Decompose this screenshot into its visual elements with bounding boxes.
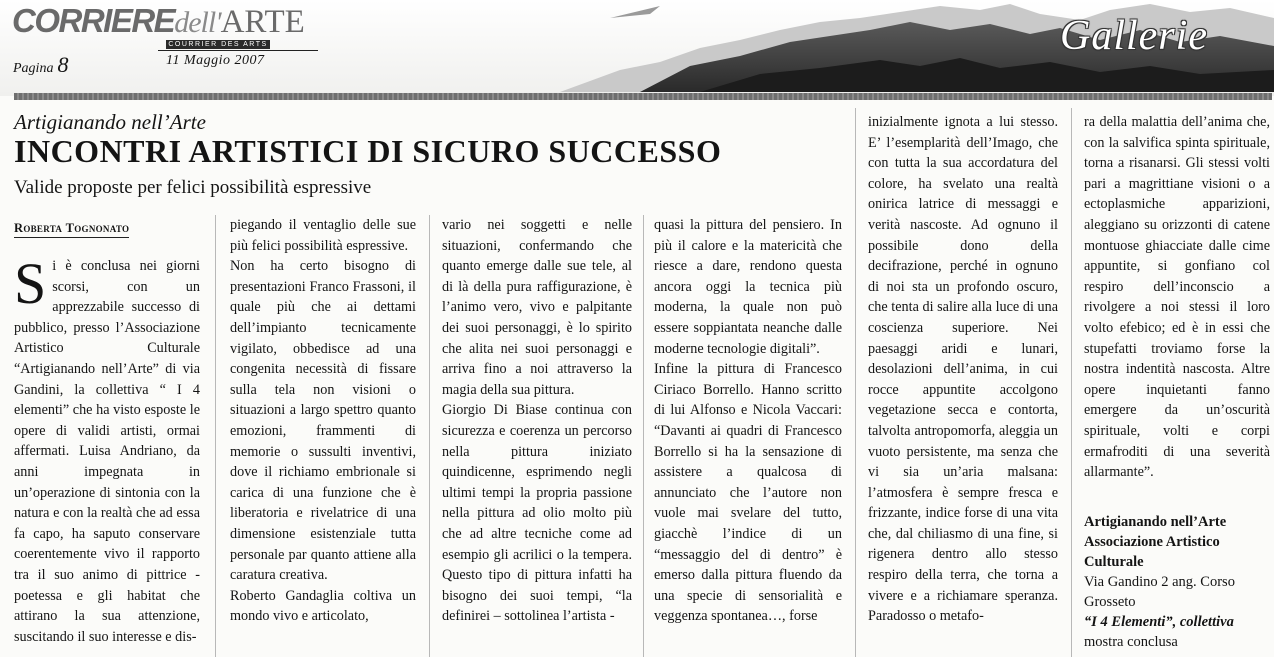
page-number	[13, 52, 68, 78]
info-name: Artigianando nell’Arte	[1084, 514, 1227, 530]
article-column-5	[868, 112, 1058, 627]
paragraph: ra della malattia dell’anima che, con la salvifica spinta spirituale, torna a risanarsi. Gli stessi volti pari a magrittiane visioni o a ectoplasmiche apparizioni, aleggiano su orizzonti di catene montuose ghiacciate dalle cime appuntite, si gonfiano col respiro dell’inconscio a rivolgere a noi stessi il loro volto efebico; ed è in essi che stupefatti troviamo forse la nostra indentità nascosta. Altre opere inquietanti fanno emergere da un’oscurità spirituale, volti e corpi ermafroditi di una severità allarmante”.	[1084, 114, 1270, 481]
column-divider	[855, 108, 856, 657]
paragraph: inizialmente ignota a lui stesso. E’ l’esemplarità dell’Imago, che con tutta la sua accordatura del colore, ha svelato una realtà onirica latrice di messaggi e verità nascoste. Ad ognuno il possibile dono della decifrazione, perché in ognuno di noi sta un profondo oscuro, che tenta di salire alla luce di una coscienza superiore. Nei paesaggi aridi e lunari, desolazioni dell’anima, in cui rocce appuntite accolgono vegetazione secca e contorta, talvolta antropomorfa, aleggia un vuoto persistente, ma senza che vi sia un’aria malsana: l’atmosfera è sempre fresca e frizzante, indice forse di una vita che, dal chiliasmo di una fine, si rigenera dentro allo stesso respiro della terra, che torna a vivere e a richiamare speranza. Paradosso o metafo-	[868, 114, 1058, 625]
paragraph: piegando il ventaglio delle sue più felici possibilità espressive.	[230, 217, 416, 254]
article-byline	[14, 221, 129, 238]
paragraph: Roberto Gandaglia coltiva un mondo vivo e articolato,	[230, 587, 416, 625]
logo-subtitle: COURRIER DES ARTS	[166, 40, 270, 49]
article-subhead: Valide proposte per felici possibilità espressive	[14, 177, 372, 198]
info-status: mostra conclusa	[1084, 634, 1178, 650]
logo-dell: dell'	[174, 6, 221, 39]
info-organization: Associazione Artistico Culturale	[1084, 534, 1220, 570]
paragraph: Giorgio Di Biase continua con sicurezza e coerenza un percorso nella pittura iniziato quindicenne, esprimendo negli ultimi tempi la propria passione nella pittura ad olio molto più che ad altre tecniche come ad esempio gli acrilici o la tempera. Questo tipo di pittura infatti ha bisogno dei suoi tempi, “la definirei – sottolinea l’artista -	[442, 402, 632, 625]
masthead	[0, 0, 1274, 96]
paragraph: vario nei soggetti e nelle situazioni, confermando che quanto emerge dalle sue tele, al di là della pura raffigurazione, è l’animo vero, vivo e palpitante dei suoi personaggi, è lo spirito che alita nei suoi personaggi e arriva fino a noi attraverso la magia della sua pittura.	[442, 217, 632, 398]
logo-arte: ARTE	[220, 4, 305, 40]
article-kicker: Artigianando nell’Arte	[14, 110, 206, 134]
column-text: i è conclusa nei giorni scorsi, con un apprezzabile successo di pubblico, presso l’Associazione Artistico Culturale “Artigianando nell’Arte” di via Gandini, la collettiva “ I 4 elementi” che ha visto esposte le opere di validi artisti, ormai affermati. Luisa Andriano, da anni impegnata in un’operazione di sintonia con la natura e con la realtà che ad essa fa capo, ha saputo conservare coerentemente vivo il rapporto tra il suo animo di pittrice - poetessa e gli habitat che attirano la sua attenzione, suscitando il suo interesse e dis-	[14, 258, 200, 645]
paragraph: Non ha certo bisogno di presentazioni Franco Frassoni, il quale più che ai dettami dell’impianto tecnicamente vigilato, obbedisce ad una congenita necessità di fissare sulla tela non visioni o situazioni a largo spettro quanto emozioni, frammenti di memorie o sussulti inventivi, dove il richiamo embrionale si carica di una funzione che è liberatoria e rivelatrice di una dimensione esistenziale tutta personale par quanto attiene alla caratura creativa.	[230, 258, 416, 584]
article-headline: INCONTRI ARTISTICI DI SICURO SUCCESSO	[14, 133, 722, 169]
byline-last-name: Tognonato	[65, 221, 130, 235]
paragraph: quasi la pittura del pensiero. In più il calore e la matericità che riesce a dare, rendono questa ancora oggi la tecnica più moderna, la quale non può essere soppiantata neanche dalle moderne tecnologie digitali”.	[654, 217, 842, 357]
article-column-1	[14, 251, 200, 647]
paragraph: Infine la pittura di Francesco Ciriaco Borrello. Hanno scritto di lui Alfonso e Nicola Vaccari: “Davanti ai quadri di Francesco Borrello si ha la sensazione di assistere a qualcosa di annunciato che l’autore non vuole mai svelare del tutto, giacchè l’indice di un “messaggio del di dentro” è emerso dalla pittura fluendo da una specie di sensorialità e veggenza spontanea…, forse	[654, 361, 842, 625]
issue-date: 11 Maggio 2007	[166, 53, 265, 68]
page-number-value: 8	[57, 52, 69, 77]
article-column-4	[654, 215, 842, 627]
info-exhibition: “I 4 Elementi”, collettiva	[1084, 614, 1234, 630]
drop-cap: S	[14, 251, 47, 316]
column-divider	[429, 215, 430, 657]
logo-corriere: CORRIERE	[12, 2, 175, 39]
column-divider	[215, 215, 216, 657]
page-label: Pagina	[13, 61, 54, 76]
exhibition-info-box	[1084, 512, 1270, 652]
article-column-2	[230, 215, 416, 627]
section-title: Gallerie	[1060, 13, 1208, 59]
byline-first-name: Roberta	[14, 221, 63, 235]
info-address: Via Gandino 2 ang. Corso Grosseto	[1084, 574, 1235, 610]
issue-date-block	[158, 50, 318, 69]
article-column-3	[442, 215, 632, 627]
column-divider	[1071, 108, 1072, 657]
article-column-6	[1084, 112, 1270, 483]
masthead-rule	[14, 93, 1272, 100]
column-divider	[643, 215, 644, 657]
